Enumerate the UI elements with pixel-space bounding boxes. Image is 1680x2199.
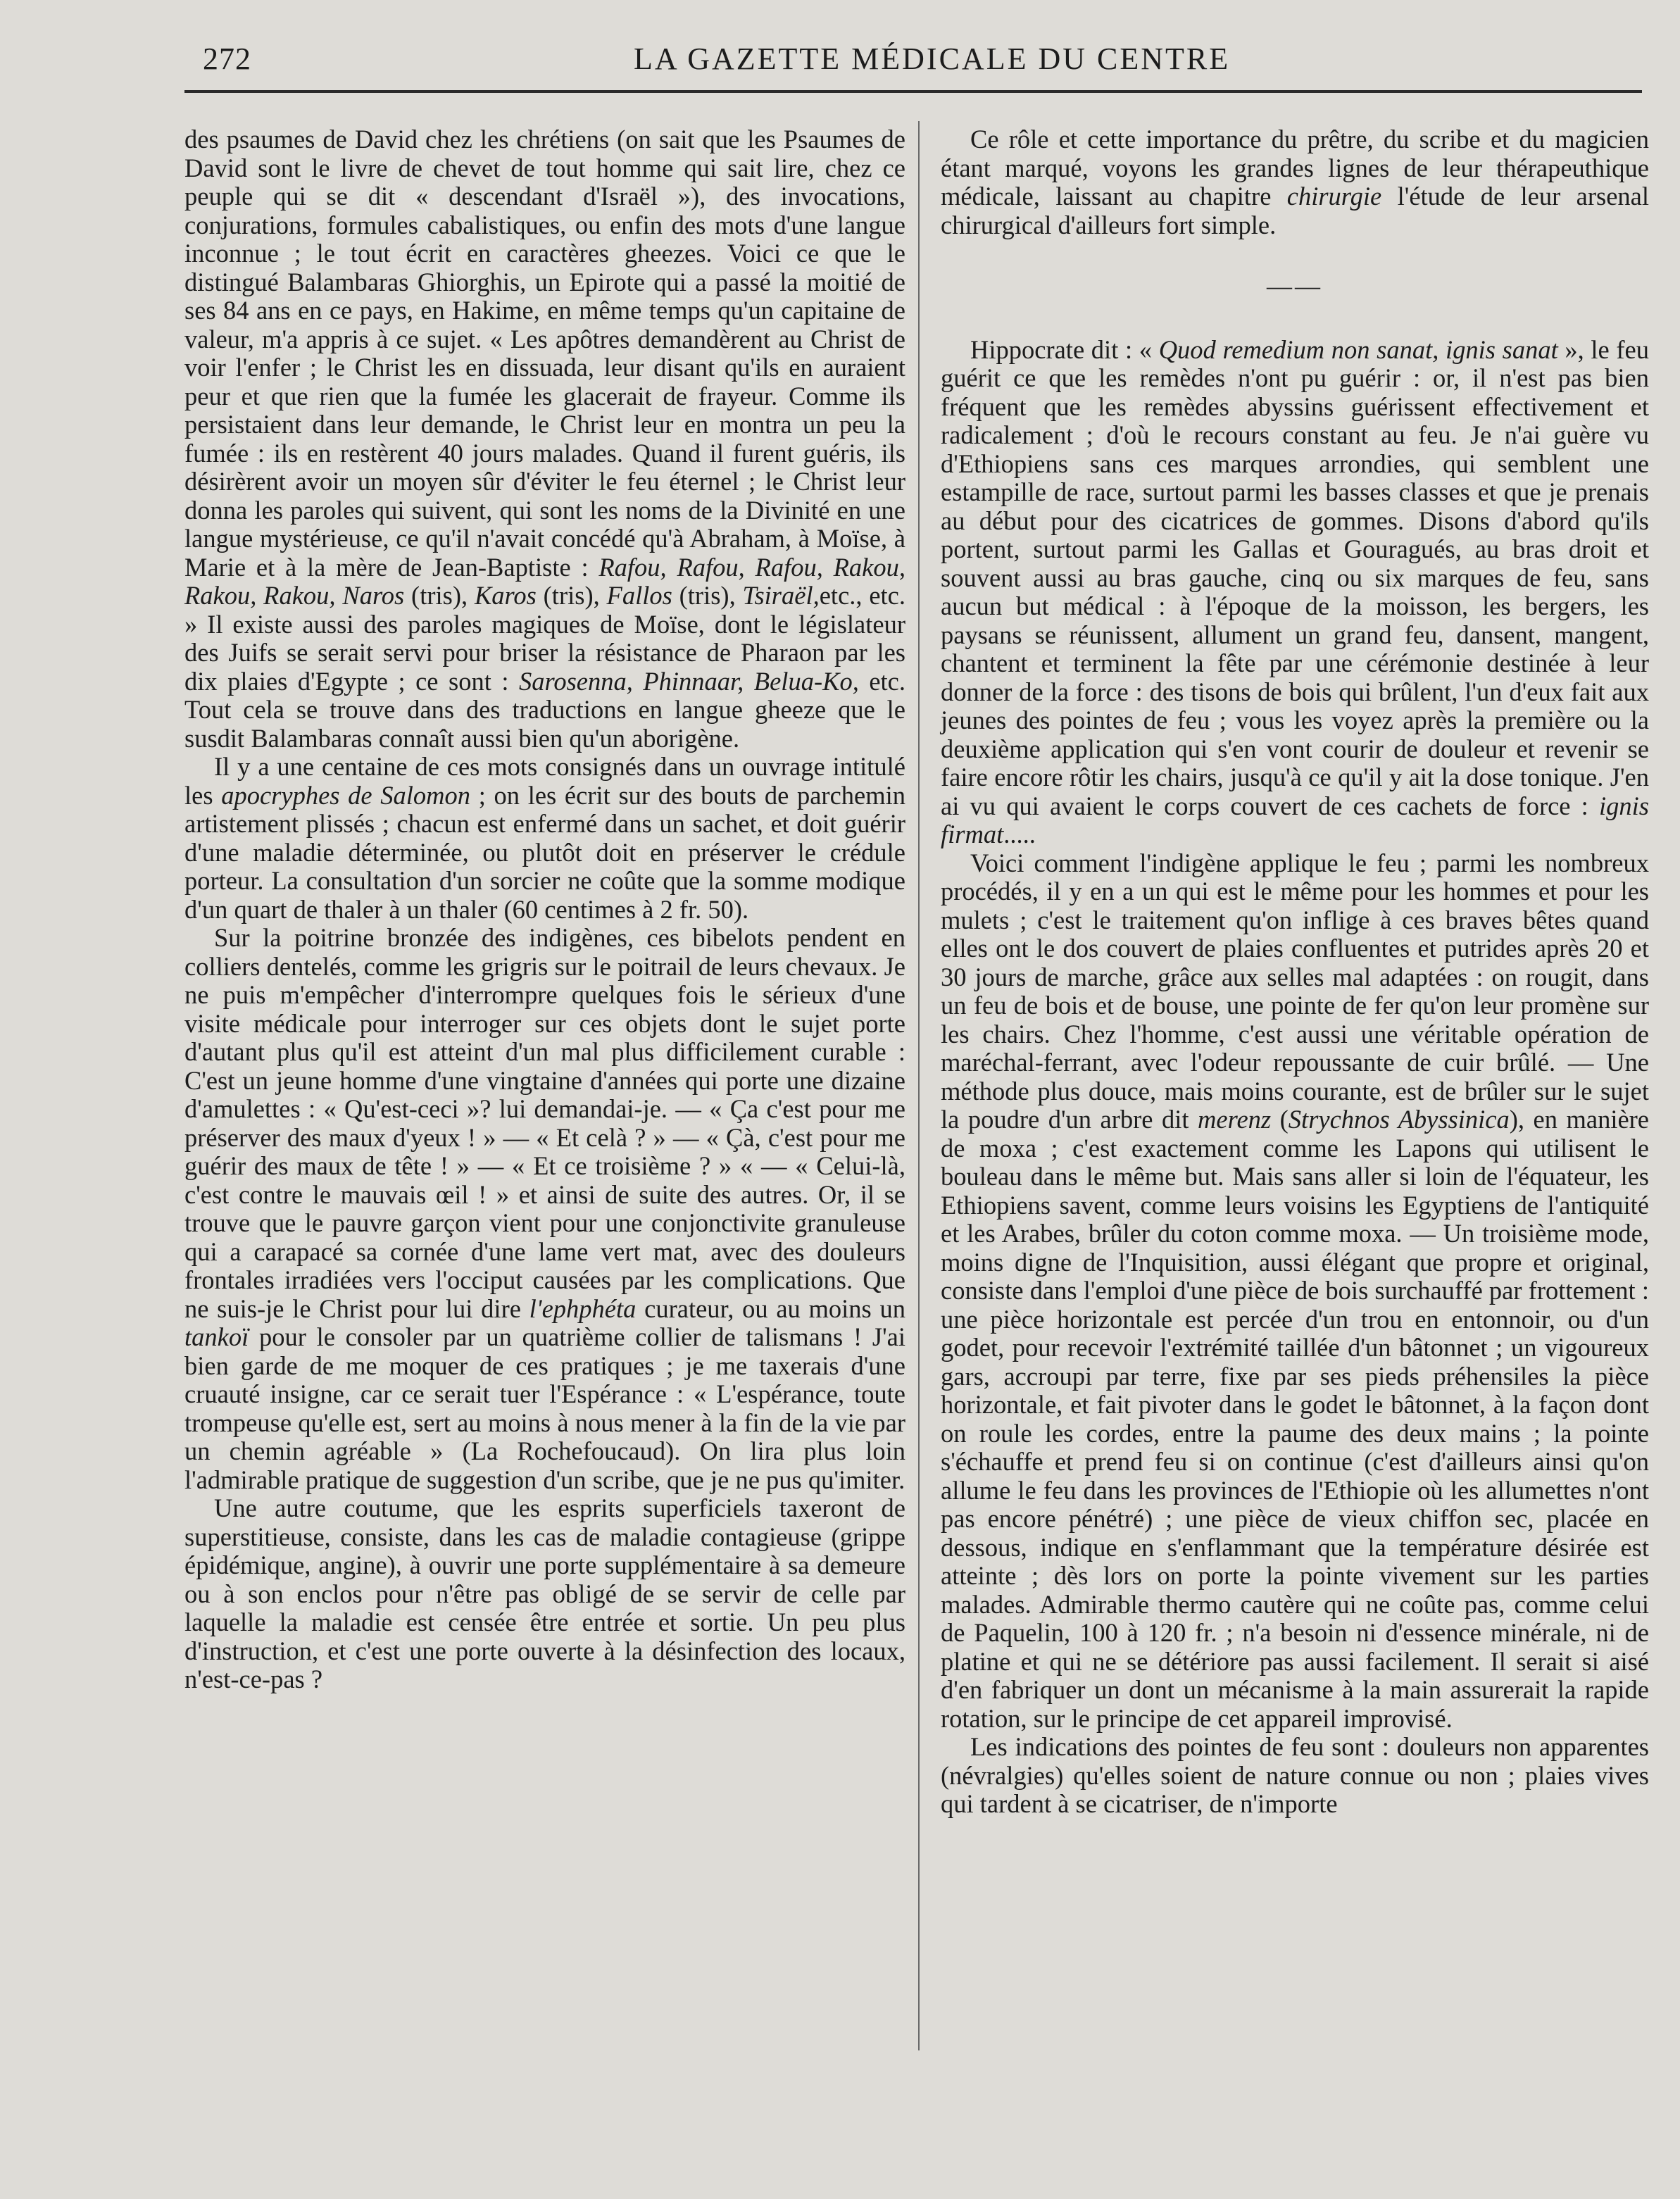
text-span: (tris),	[672, 581, 743, 610]
page-number: 272	[203, 42, 251, 76]
italic-text: Tsiraël,	[742, 581, 820, 610]
italic-text: merenz	[1198, 1105, 1272, 1134]
italic-text: apocryphes de Salomon	[221, 780, 471, 810]
running-title: LA GAZETTE MÉDICALE DU CENTRE	[634, 42, 1231, 76]
left-column	[184, 125, 905, 1694]
paragraph	[184, 125, 905, 753]
italic-text: Karos	[474, 581, 537, 610]
text-span: Ce rôle et cette importance du prêtre, du scribe et du magicien étant marqué, voyons les grandes lignes de leur thérapeuthique médicale, laissant au chapitre	[941, 125, 1649, 211]
section-separator: ——	[1267, 272, 1323, 300]
italic-text: chirurgie	[1286, 182, 1382, 211]
text-span: (tris),	[404, 581, 475, 610]
page-header	[203, 37, 1660, 86]
italic-text: Quod remedium non sanat, ignis sanat	[1158, 334, 1558, 364]
text-span: l'étude de leur arsenal chirurgical d'ailleurs fort simple.	[941, 182, 1649, 239]
text-span: Hippocrate dit : «	[970, 334, 1159, 364]
right-column	[941, 125, 1649, 1819]
header-rule	[184, 90, 1642, 93]
text-span: .....	[1003, 820, 1036, 848]
column-divider	[918, 121, 920, 2050]
text-span: Sur la poitrine bronzée des indigènes, ces bibelots pendent en colliers dentelés, comme les grigris sur le poitrail de leurs chevaux. Je ne puis m'empêcher d'interrompre quelques fois le sérieux d'une visite médicale pour interroger sur ces objets dont le sujet porte d'autant plus qu'il est atteint d'un mal plus difficilement curable : C'est un jeune homme d'une vingtaine d'années qui porte une dizaine d'amulettes : « Qu'est-ceci »? lui demandai-je. — « Ça c'est pour me préserver des maux d'yeux ! » — « Et celà ? » — « Çà, c'est pour me guérir des maux de tête ! » — « Et ce troisième ? » « — « Celui-là, c'est contre le mauvais œil ! » et ainsi de suite des autres. Or, il se trouve que le pauvre garçon vient pour une conjonctivite granuleuse qui a carapacé sa cornée d'une lame vert mat, avec des douleurs frontales irradiées vers l'occiput causées par les complications. Que ne suis-je le Christ pour lui dire	[184, 923, 905, 1323]
paragraph	[941, 849, 1649, 1734]
italic-text: tankoï	[184, 1322, 249, 1351]
italic-text: Strychnos Abyssinica	[1288, 1105, 1510, 1134]
paragraph: Les indications des pointes de feu sont : douleurs non apparentes (névralgies) qu'elles soient de nature connue ou non ; plaies vives qui tardent à se cicatriser, de n'importe	[941, 1732, 1649, 1818]
paragraph	[184, 924, 905, 1494]
text-span: ), en manière de moxa ; c'est exactement comme les Lapons qui utilisent le bouleau dans le même but. Mais sans aller si loin de l'équateur, les Ethiopiens savent, comme leurs voisins les Egyptiens de l'antiquité et les Arabes, brûler du coton comme moxa. — Un troisième mode, moins digne de l'Inquisition, aussi élégant que propre et original, consiste dans l'emploi d'une pièce de bois surchauffé par frottement : une pièce horizontale est percée d'un trou en entonnoir, ou d'un godet, pour recevoir l'extrémité taillée d'un bâtonnet ; un vigoureux gars, accroupi par terre, fixe par ses pieds préhensiles la pièce horizontale, et fait pivoter dans le godet le bâtonnet, à la façon dont on roule les cordes, entre la paume des deux mains ; la pointe s'échauffe et prend feu si on continue (c'est d'ailleurs ainsi qu'on allume le feu dans les provinces de l'Ethiopie où les allumettes n'ont pas encore pénétré) ; une pièce de vieux chiffon sec, placée en dessous, indique en s'enflammant que la température désirée est atteinte ; dès lors on porte la pointe vivement sur les parties malades. Admirable thermo cautère qui ne coûte pas, comme celui de Paquelin, 100 à 120 fr. ; n'a besoin ni d'essence minérale, ni de platine et qui ne se détériore pas aussi facilement. Il serait si aisé d'en fabriquer un dont un mécanisme à la main assurerait la rapide rotation, sur le principe de cet appareil improvisé.	[941, 1105, 1650, 1733]
paragraph	[941, 336, 1649, 849]
text-span: curateur, ou au moins un	[636, 1293, 905, 1323]
text-span: Il y a une centaine de ces mots consignés dans un ouvrage intitulé les	[184, 752, 905, 810]
italic-text: ignis firmat	[941, 791, 1649, 848]
text-span: pour le consoler par un quatrième collier de talismans ! J'ai bien garde de me moquer de ces pratiques ; je me taxerais d'une cruauté insigne, car ce serait tuer l'Espérance : « L'espérance, toute trompeuse qu'elle est, sert au moins à nous mener à la fin de la vie par un chemin agréable » (La Rochefoucaud). On lira plus loin l'admirable pratique de suggestion d'un scribe, que je ne pus qu'imiter.	[184, 1322, 905, 1494]
italic-text: Sarosenna, Phinnaar, Belua-Ko,	[518, 666, 859, 696]
text-span: Voici comment l'indigène applique le feu ; parmi les nombreux procédés, il y en a un qui est le même pour les hommes et pour les mulets ; c'est le traitement qu'on inflige à ces braves bêtes quand elles ont le dos couvert de plaies confluentes et putrides après 20 et 30 jours de marche, grâce aux selles mal adaptées : on rougit, dans un feu de bois et de bouse, une pointe de fer qu'on leur promène sur les chairs. Chez l'homme, c'est aussi une véritable opération de maréchal-ferrant, avec l'odeur repoussante de cuir brûlé. — Une méthode plus douce, mais moins courante, est de brûler sur le sujet la poudre d'un arbre dit	[941, 848, 1649, 1134]
text-span: etc. Tout cela se trouve dans des traductions en langue gheeze que le susdit Balambaras connaît aussi bien qu'un aborigène.	[184, 666, 905, 753]
text-span: (tris),	[536, 581, 607, 610]
text-span: », le feu guérit ce que les remèdes n'ont pu guérir : or, il n'est pas bien fréquent que les remèdes abyssins guérissent effectivement et radicalement ; d'où le recours constant au feu. Je n'ai guère vu d'Ethiopiens sans ces marques arrondies, qui semblent une estampille de race, surtout parmi les basses classes et que je prenais au début pour des cicatrices de gommes. Disons d'abord qu'ils portent, surtout parmi les Gallas et Gouragués, au bras droit et souvent aussi au bras gauche, cinq ou six marques de feu, sans aucun but médical : à l'époque de la moisson, les bergers, les paysans se réunissent, allument un grand feu, dansent, mangent, chantent et terminent la fête par une cérémonie destinée à leur donner de la force : des tisons de bois qui brûlent, l'un d'eux fait aux jeunes des pointes de feu ; vous les voyez après la première ou la deuxième application qui s'en vont courir de douleur et revenir se faire encore rôtir les chairs, jusqu'à ce qu'il y ait la dose tonique. J'en ai vu qui avaient le corps couvert de ces cachets de force :	[941, 334, 1649, 820]
italic-text: l'ephphéta	[529, 1293, 637, 1323]
text-span: (	[1271, 1105, 1289, 1134]
italic-text: Fallos	[606, 581, 672, 610]
text-span: des psaumes de David chez les chrétiens (on sait que les Psaumes de David sont le livre de chevet de tout homme qui sait lire, chez ce peuple qui se dit « descendant d'Israël »), des invocations, conjurations, formules cabalistiques, ou enfin des mots d'une langue inconnue ; le tout écrit en caractères gheezes. Voici ce que le distingué Balambaras Ghiorghis, un Epirote qui a passé la moitié de ses 84 ans en ce pays, en Hakime, en même temps qu'un capitaine de valeur, m'a appris à ce sujet. « Les apôtres demandèrent au Christ de voir l'enfer ; le Christ les en dissuada, leur disant qu'ils en auraient peur et que rien que la fumée les glacerait de frayeur. Comme ils persistaient dans leur demande, le Christ leur en montra un peu la fumée : ils en restèrent 40 jours malades. Quand il furent guéris, ils désirèrent avoir un moyen sûr d'éviter le feu éternel ; le Christ leur donna les paroles qui suivent, qui sont les noms de la Divinité en une langue mystérieuse, ce qu'il n'avait concédé qu'à Abraham, à Moïse, à Marie et à la mère de Jean-Baptiste :	[184, 125, 905, 582]
italic-text: Rafou, Rafou, Rafou, Rakou, Rakou, Rakou, Naros	[184, 552, 905, 610]
paragraph: Une autre coutume, que les esprits superficiels taxeront de superstitieuse, consiste, dans les cas de maladie contagieuse (grippe épidémique, angine), à ouvrir une porte supplémentaire à sa demeure ou à son enclos pour n'être pas obligé de se servir de celle par laquelle la maladie est censée être entrée et sortie. Un peu plus d'instruction, et c'est une porte ouverte à la désinfection des locaux, n'est-ce-pas ?	[184, 1493, 905, 1693]
text-span: etc., etc. » Il existe aussi des paroles magiques de Moïse, dont le législateur des Juifs se serait servi pour briser la résistance de Pharaon par les dix plaies d'Egypte ; ce sont :	[184, 581, 905, 696]
paragraph	[941, 125, 1649, 239]
paragraph	[184, 753, 905, 924]
text-span: ; on les écrit sur des bouts de parchemin artistement plissés ; chacun est enfermé dans un sachet, et doit guérir d'une maladie déterminée, ou plutôt doit en préserver le crédule porteur. La consultation d'un sorcier ne coûte que la somme modique d'un quart de thaler à un thaler (60 centimes à 2 fr. 50).	[184, 780, 906, 924]
